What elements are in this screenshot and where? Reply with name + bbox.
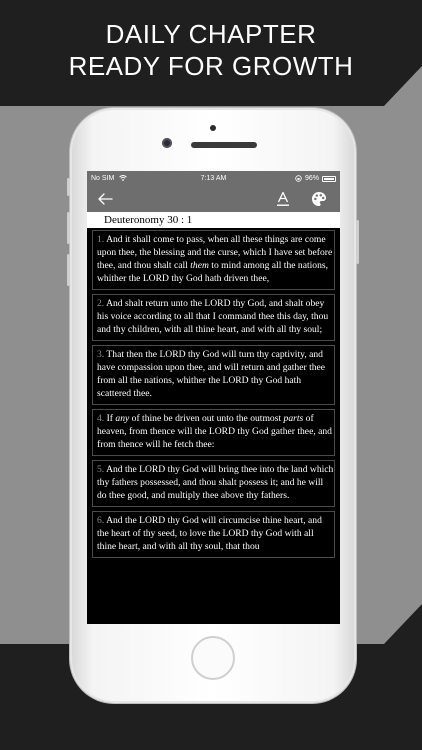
verse-text-italic: parts <box>283 413 304 424</box>
verse-number: 5. <box>97 464 105 475</box>
verse-text: And the LORD thy God will bring thee into the land which thy fathers possessed, and thou shalt possess it; and he will do thee good, and multiply thee above thy fathers. <box>97 464 334 501</box>
verse-item[interactable] <box>92 345 335 405</box>
verse-text: If <box>104 413 116 424</box>
verse-text-italic: any <box>115 413 130 424</box>
verse-text: That then the LORD thy God will turn thy captivity, and have compassion upon thee, and will return and gather thee from all the nations, whither the LORD thy God hath scattered thee. <box>97 349 326 399</box>
verse-item[interactable] <box>92 294 335 341</box>
verse-text: And it shall come to pass, when all these things are come upon thee, the blessing and the curse, which I have set before thee, and thou shalt call <box>97 234 333 271</box>
text-format-icon[interactable] <box>276 191 290 207</box>
verse-text: of thine be driven out unto the outmost <box>129 413 284 424</box>
verse-item[interactable] <box>92 409 335 456</box>
reader-toolbar <box>87 187 340 212</box>
phone-volume-up <box>67 212 70 244</box>
headline-line-2: READY FOR GROWTH <box>68 51 354 81</box>
battery-percent: 96% <box>304 175 319 182</box>
app-screen <box>87 171 340 624</box>
earpiece-speaker <box>191 142 257 148</box>
status-right <box>295 175 336 182</box>
verse-number: 4. <box>97 413 105 424</box>
battery-fill <box>324 178 334 180</box>
status-bar <box>87 171 340 187</box>
verse-number: 1. <box>97 234 105 245</box>
phone-power-button <box>356 220 359 264</box>
chapter-title: Deuteronomy 30 : 1 <box>104 214 193 226</box>
verse-text: And the LORD thy God will circumcise thine heart, and the heart of thy seed, to love the LORD thy God with all thine heart, and with all thy soul, that thou <box>97 515 322 552</box>
home-button[interactable] <box>191 636 235 680</box>
verse-item[interactable] <box>92 511 335 558</box>
phone-silent-switch <box>67 178 70 196</box>
headline-line-1: DAILY CHAPTER <box>105 19 317 49</box>
verse-number: 3. <box>97 349 105 360</box>
carrier-label: No SIM <box>91 175 115 182</box>
palette-icon[interactable] <box>311 191 327 207</box>
battery-icon <box>322 176 336 182</box>
verse-item[interactable] <box>92 460 335 507</box>
chapter-header[interactable] <box>87 212 340 228</box>
front-camera <box>162 138 172 148</box>
verse-text: of heaven, from thence will the LORD thy God gather thee, and from thence will he fetch thee: <box>97 413 332 450</box>
verse-text-italic: them <box>190 260 209 271</box>
verse-text: And shalt return unto the LORD thy God, and shalt obey his voice according to all that I command thee this day, thou and thy children, with all thine heart, and with all thy soul; <box>97 298 329 335</box>
phone-volume-down <box>67 254 70 286</box>
arrow-left-icon[interactable] <box>97 192 113 206</box>
verse-list <box>92 230 335 562</box>
verse-text: to mind among all the nations, whither the LORD thy God hath driven thee, <box>97 260 329 284</box>
proximity-sensor <box>210 125 216 131</box>
verse-number: 6. <box>97 515 105 526</box>
verse-number: 2. <box>97 298 105 309</box>
promo-headline <box>0 18 422 82</box>
orientation-lock-icon <box>295 175 302 182</box>
status-time: 7:13 AM <box>200 175 227 182</box>
verse-item[interactable] <box>92 230 335 290</box>
